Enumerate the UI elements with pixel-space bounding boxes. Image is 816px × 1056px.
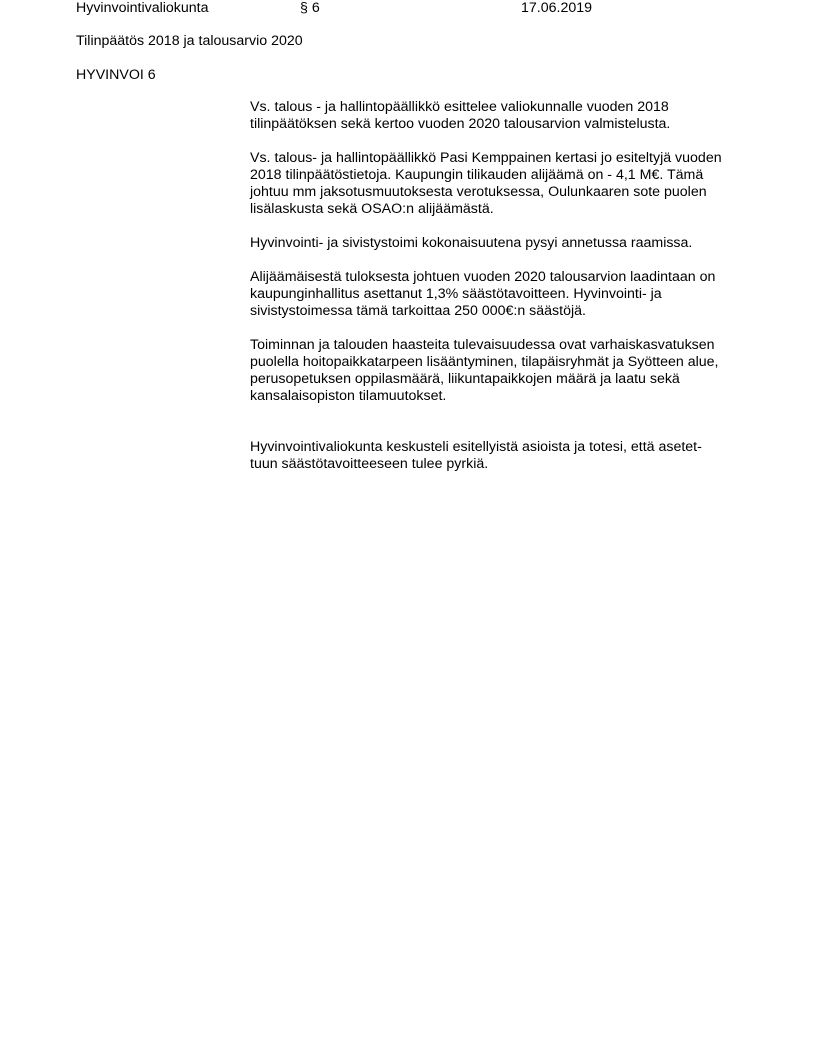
reference-code: HYVINVOI 6 <box>76 67 156 83</box>
text-line: 2018 tilinpäätöstietoja. Kaupungin tilikauden alijäämä on - 4,1 M€. Tämä <box>250 167 704 183</box>
text-line: Vs. talous- ja hallintopäällikkö Pasi Kemppainen kertasi jo esiteltyjä vuoden <box>250 150 722 166</box>
text-line: puolella hoitopaikkatarpeen lisääntyminen, tilapäisryhmät ja Syötteen alue, <box>250 354 719 370</box>
spacer <box>250 422 750 439</box>
budget-frame-paragraph <box>250 235 750 252</box>
minutes-body <box>250 99 750 490</box>
text-line: sivistystoimessa tämä tarkoittaa 250 000€:n säästöjä. <box>250 303 586 319</box>
text-line: tuun säästötavoitteeseen tulee pyrkiä. <box>250 456 489 472</box>
financial-statement-paragraph <box>250 150 750 218</box>
text-line: Alijäämäisestä tuloksesta johtuen vuoden 2020 talousarvion laadintaan on <box>250 269 716 285</box>
section-number: § 6 <box>300 0 320 16</box>
decision-paragraph <box>250 439 750 473</box>
agenda-subject: Tilinpäätös 2018 ja talousarvio 2020 <box>76 33 303 49</box>
text-line: Toiminnan ja talouden haasteita tulevaisuudessa ovat varhaiskasvatuksen <box>250 337 715 353</box>
meeting-date: 17.06.2019 <box>521 0 593 16</box>
committee-name: Hyvinvointivaliokunta <box>76 0 209 16</box>
text-line: lisälaskusta sekä OSAO:n alijäämästä. <box>250 201 494 217</box>
text-line: johtuu mm jaksotusmuutoksesta verotuksessa, Oulunkaaren sote puolen <box>250 184 707 200</box>
challenges-paragraph <box>250 337 750 405</box>
presentation-paragraph <box>250 99 750 133</box>
text-line: Vs. talous - ja hallintopäällikkö esittelee valiokunnalle vuoden 2018 <box>250 99 669 115</box>
text-line: tilinpäätöksen sekä kertoo vuoden 2020 talousarvion valmistelusta. <box>250 116 671 132</box>
text-line: Hyvinvointivaliokunta keskusteli esitellyistä asioista ja totesi, että asetet- <box>250 439 702 455</box>
text-line: Hyvinvointi- ja sivistystoimi kokonaisuutena pysyi annetussa raamissa. <box>250 235 693 251</box>
text-line: kansalaisopiston tilamuutokset. <box>250 388 447 404</box>
text-line: kaupunginhallitus asettanut 1,3% säästötavoitteen. Hyvinvointi- ja <box>250 286 662 302</box>
text-line: perusopetuksen oppilasmäärä, liikuntapaikkojen määrä ja laatu sekä <box>250 371 680 387</box>
savings-target-paragraph <box>250 269 750 320</box>
